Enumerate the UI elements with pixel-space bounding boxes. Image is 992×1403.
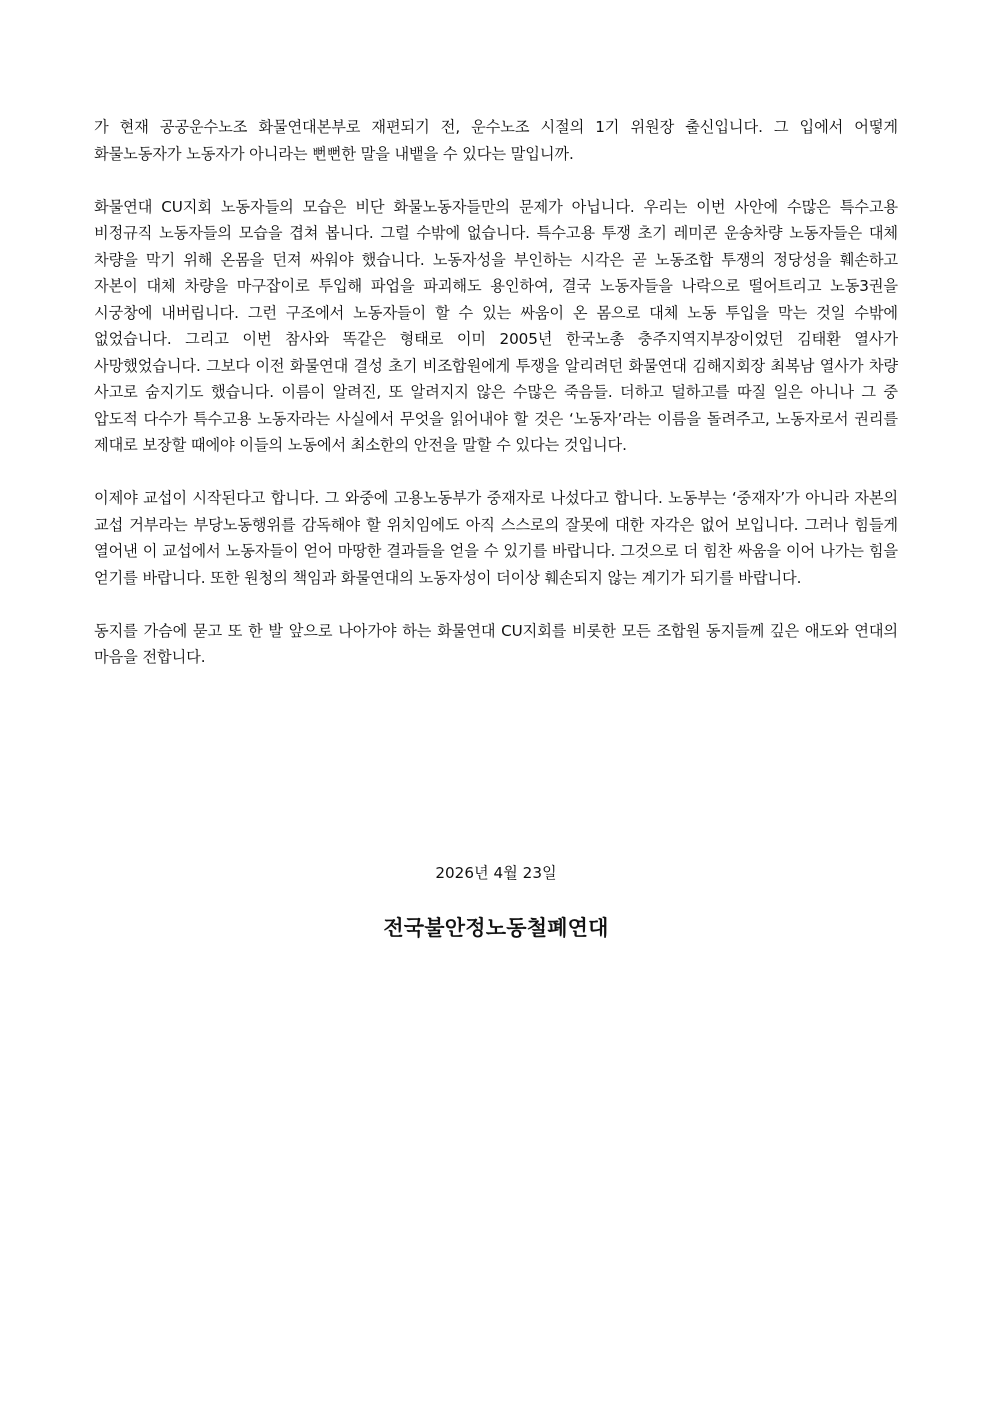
organization-signature: 전국불안정노동철폐연대 bbox=[383, 915, 609, 940]
statement-body bbox=[94, 114, 898, 671]
statement-date: 2026년 4월 23일 bbox=[435, 864, 557, 882]
paragraph-negotiation: 이제야 교섭이 시작된다고 합니다. 그 와중에 고용노동부가 중재자로 나섰다고 합니다. 노동부는 ‘중재자’가 아니라 자본의 교섭 거부라는 부당노동행위를 감독해야 할 위치임에도 아직 스스로의 잘못에 대한 자각은 없어 보입니다. 그러나 힘들게 열어낸 이 교섭에서 노동자들이 얻어 마땅한 결과들을 얻을 수 있기를 바랍니다. 그것으로 더 힘찬 싸움을 이어 나가는 힘을 얻기를 바랍니다. 또한 원청의 책임과 화물연대의 노동자성이 더이상 훼손되지 않는 계기가 되기를 바랍니다. bbox=[94, 489, 898, 587]
paragraph-special-employment: 화물연대 CU지회 노동자들의 모습은 비단 화물노동자들만의 문제가 아닙니다. 우리는 이번 사안에 수많은 특수고용 비정규직 노동자들의 모습을 겹쳐 봅니다. 그럴 수밖에 없습니다. 특수고용 투쟁 초기 레미콘 운송차량 노동자들은 대체 차량을 막기 위해 온몸을 던져 싸워야 했습니다. 노동자성을 부인하는 시각은 곧 노동조합 투쟁의 정당성을 훼손하고 자본이 대체 차량을 마구잡이로 투입해 파업을 파괴해도 용인하여, 결국 노동자들을 나락으로 떨어트리고 노동3권을 시궁창에 내버립니다. 그런 구조에서 노동자들이 할 수 있는 싸움이 온 몸으로 대체 노동 투입을 막는 것일 수밖에 없었습니다. 그리고 이번 참사와 똑같은 형태로 이미 2005년 한국노총 충주지역지부장이었던 김태환 열사가 사망했었습니다. 그보다 이전 화물연대 결성 초기 비조합원에게 투쟁을 알리려던 화물연대 김해지회장 최복남 열사가 차량 사고로 숨지기도 했습니다. 이름이 알려진, 또 알려지지 않은 수많은 죽음들. 더하고 덜하고를 따질 일은 아니나 그 중 압도적 다수가 특수고용 노동자라는 사실에서 무엇을 읽어내야 할 것은 ‘노동자’라는 이름을 돌려주고, 노동자로서 권리를 제대로 보장할 때에야 이들의 노동에서 최소한의 안전을 말할 수 있다는 것입니다. bbox=[94, 197, 898, 454]
paragraph-condolence: 동지를 가슴에 묻고 또 한 발 앞으로 나아가야 하는 화물연대 CU지회를 비롯한 모든 조합원 동지들께 깊은 애도와 연대의 마음을 전합니다. bbox=[94, 621, 898, 666]
paragraph-continuation: 가 현재 공공운수노조 화물연대본부로 재편되기 전, 운수노조 시절의 1기 위원장 출신입니다. 그 입에서 어떻게 화물노동자가 노동자가 아니라는 뻔뻔한 말을 내뱉을 수 있다는 말입니까. bbox=[94, 118, 898, 163]
